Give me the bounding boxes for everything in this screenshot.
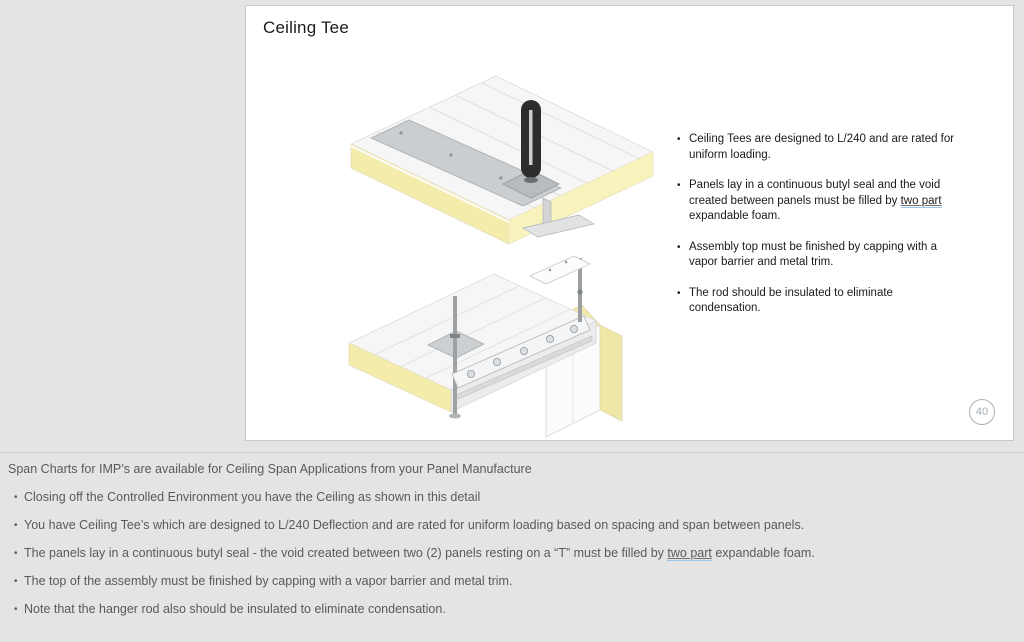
bullet-marker: • bbox=[14, 548, 18, 559]
bullet-marker: • bbox=[14, 604, 18, 615]
underlined-term: two part bbox=[667, 546, 712, 560]
slide-bullet bbox=[677, 240, 955, 271]
slide-bullet-text: Assembly top must be finished by capping with a vapor barrier and metal trim. bbox=[689, 240, 938, 268]
rod-slit bbox=[529, 110, 533, 165]
bullet-marker: • bbox=[14, 492, 18, 503]
notes-bullet bbox=[8, 489, 1014, 506]
slide-number: 40 bbox=[975, 406, 989, 418]
slide-bullet bbox=[677, 286, 955, 317]
slide-bullet bbox=[677, 178, 955, 225]
notes-bullet-text bbox=[24, 545, 1014, 562]
bullet-marker: • bbox=[677, 241, 681, 253]
bullet-marker: • bbox=[14, 520, 18, 531]
notes-pane[interactable] bbox=[0, 452, 1024, 642]
rod-collar bbox=[450, 334, 460, 338]
notes-bullet-text: Closing off the Controlled Environment you have the Ceiling as shown in this detail bbox=[24, 490, 481, 504]
bullet-marker: • bbox=[14, 576, 18, 587]
notes-intro: Span Charts for IMP’s are available for Ceiling Span Applications from your Panel Manufacture bbox=[8, 462, 532, 476]
slide-bullet-text: Ceiling Tees are designed to L/240 and are rated for uniform loading. bbox=[689, 133, 955, 161]
wall-foam-end bbox=[600, 325, 622, 421]
rod-nut-right bbox=[577, 289, 582, 294]
notes-bullet bbox=[8, 545, 1014, 562]
notes-bullet bbox=[8, 517, 1014, 534]
illustration-panel-hanger-rod[interactable] bbox=[331, 48, 661, 250]
rod-end-plate bbox=[449, 414, 461, 419]
hanger-rod-left bbox=[453, 296, 457, 414]
notes-bullet-text: The top of the assembly must be finished by capping with a vapor barrier and metal trim. bbox=[24, 574, 513, 588]
bullet-marker: • bbox=[677, 287, 681, 299]
notes-bullet-text: Note that the hanger rod also should be insulated to eliminate condensation. bbox=[24, 602, 446, 616]
slide-bullet bbox=[677, 132, 955, 163]
bullet-marker: • bbox=[677, 134, 681, 145]
notes-bullet bbox=[8, 573, 1014, 590]
notes-bullet-text: You have Ceiling Tee’s which are designed to L/240 Deflection and are rated for uniform loading based on spacing and span between panels. bbox=[24, 518, 805, 532]
rod-nut bbox=[524, 177, 538, 183]
bullet-text-post: expandable foam. bbox=[689, 210, 781, 222]
bullet-text-pre: The panels lay in a continuous butyl seal - the void created between two (2) panels resting on a “T” must be filled by bbox=[24, 546, 668, 560]
underlined-term: two part bbox=[900, 194, 942, 207]
slide-bullet-text: The rod should be insulated to eliminate condensation. bbox=[689, 286, 893, 314]
slide-title: Ceiling Tee bbox=[263, 18, 349, 37]
bullet-text-pre: Panels lay in a continuous butyl seal and the void created between panels must be filled by bbox=[689, 179, 941, 207]
ceiling-wall-section-drawing bbox=[334, 248, 669, 438]
notes-bullet bbox=[8, 601, 1014, 618]
bullet-marker: • bbox=[677, 180, 681, 191]
slide-bullet-text bbox=[689, 178, 955, 225]
panel-hanger-rod-drawing bbox=[331, 48, 661, 250]
slide-text-box[interactable] bbox=[677, 132, 955, 332]
illustration-ceiling-wall-section[interactable] bbox=[334, 248, 669, 438]
bullet-text-post: expandable foam. bbox=[711, 546, 815, 560]
slide-canvas[interactable] bbox=[245, 5, 1014, 441]
slide-number-badge bbox=[969, 399, 995, 425]
